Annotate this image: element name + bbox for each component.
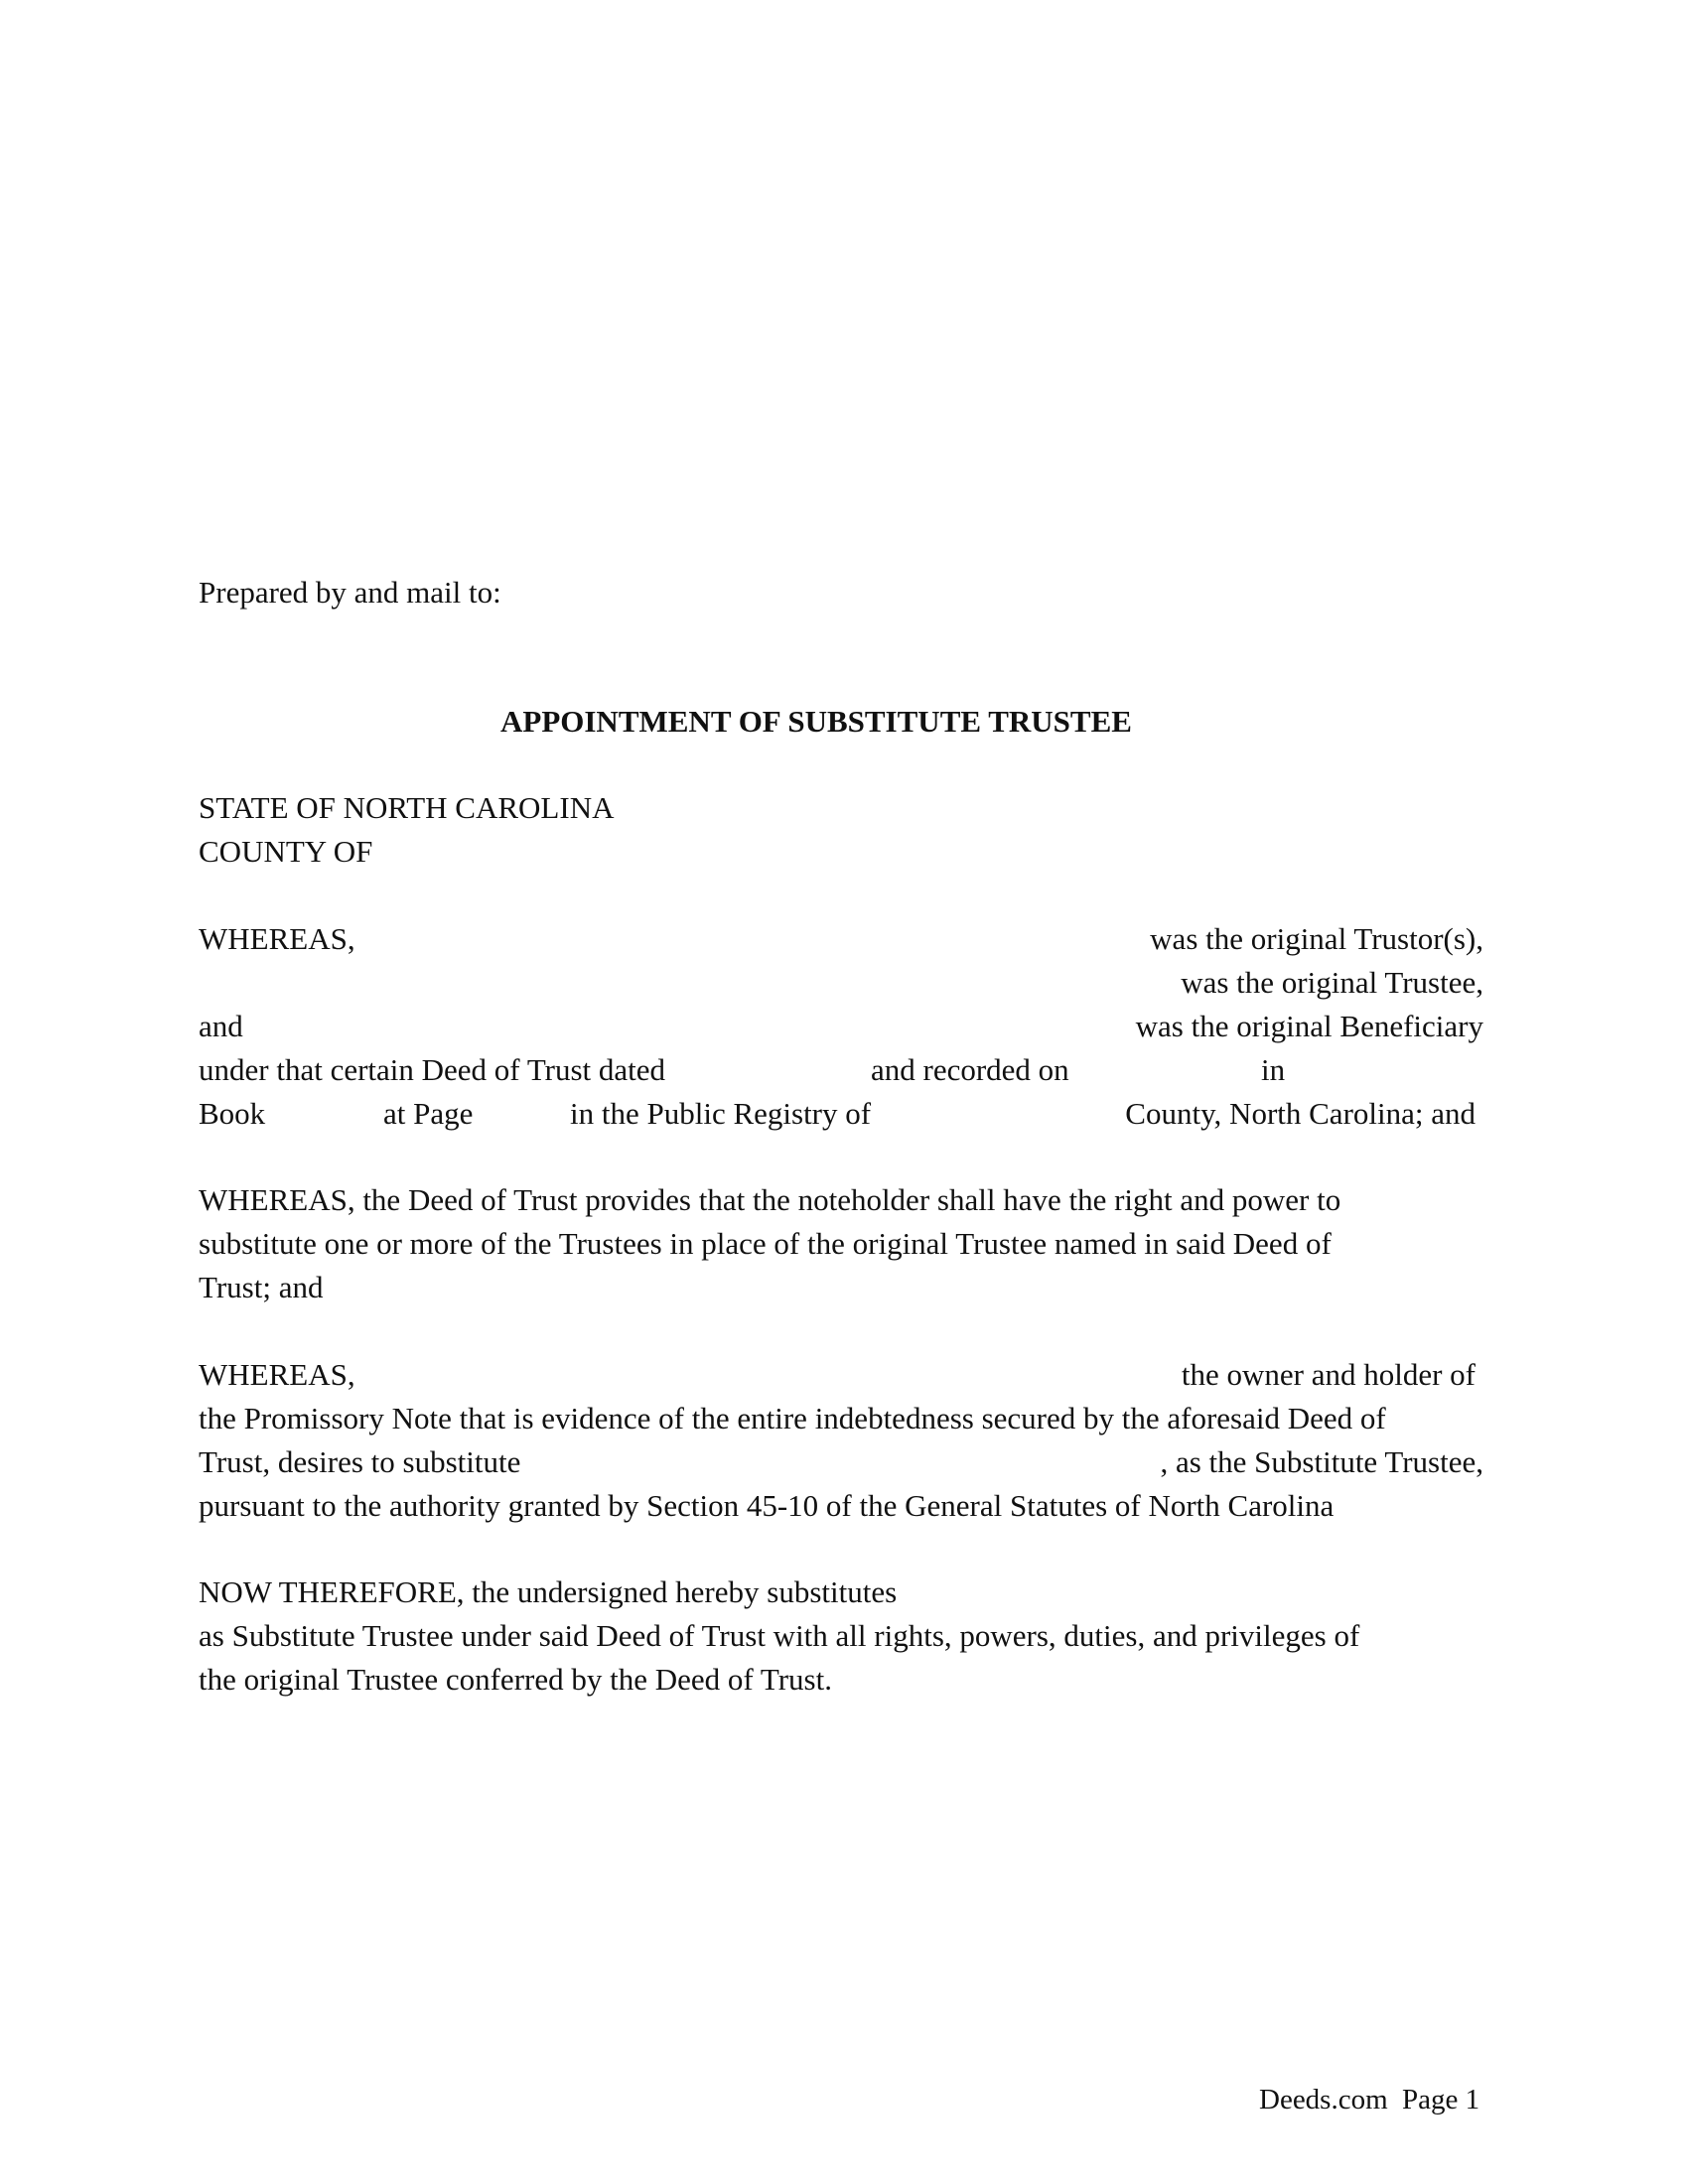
prepared-by-line: Prepared by and mail to: bbox=[199, 575, 501, 610]
footer-page-number: Page 1 bbox=[1402, 2084, 1480, 2116]
recorded-on-text: and recorded on bbox=[871, 1052, 1069, 1087]
as-substitute-text: , as the Substitute Trustee, bbox=[1160, 1444, 1483, 1479]
in-text: in bbox=[1261, 1052, 1286, 1087]
para2-line-3: Trust; and bbox=[199, 1270, 324, 1304]
and-label: and bbox=[199, 1009, 243, 1043]
county-nc-text: County, North Carolina; and bbox=[1125, 1096, 1476, 1131]
document-title: APPOINTMENT OF SUBSTITUTE TRUSTEE bbox=[500, 704, 1132, 739]
at-page-label: at Page bbox=[383, 1096, 474, 1131]
para4-line-2: as Substitute Trustee under said Deed of Trust with all rights, powers, duties, and privileges of bbox=[199, 1618, 1360, 1653]
para4-line-3: the original Trustee conferred by the Deed of Trust. bbox=[199, 1662, 832, 1697]
whereas-label: WHEREAS, bbox=[199, 921, 355, 956]
footer-brand: Deeds.com bbox=[1259, 2084, 1388, 2116]
deed-dated-text: under that certain Deed of Trust dated bbox=[199, 1052, 666, 1087]
trust-desires-text: Trust, desires to substitute bbox=[199, 1444, 521, 1479]
para3-line-2: the Promissory Note that is evidence of the entire indebtedness secured by the aforesaid Deed of bbox=[199, 1401, 1386, 1435]
trustor-text: was the original Trustor(s), bbox=[1150, 921, 1483, 956]
para2-line-1: WHEREAS, the Deed of Trust provides that the noteholder shall have the right and power to bbox=[199, 1182, 1341, 1217]
para4-line-1: NOW THEREFORE, the undersigned hereby substitutes bbox=[199, 1574, 898, 1609]
state-line: STATE OF NORTH CAROLINA bbox=[199, 790, 615, 825]
whereas-label: WHEREAS, bbox=[199, 1357, 355, 1392]
para2-line-2: substitute one or more of the Trustees in place of the original Trustee named in said Deed of bbox=[199, 1226, 1332, 1261]
para3-line-4: pursuant to the authority granted by Section 45-10 of the General Statutes of North Carolina bbox=[199, 1488, 1335, 1523]
county-line: COUNTY OF bbox=[199, 834, 373, 869]
owner-holder-text: the owner and holder of bbox=[1181, 1357, 1476, 1392]
beneficiary-text: was the original Beneficiary bbox=[1135, 1009, 1483, 1043]
book-label: Book bbox=[199, 1096, 266, 1131]
trustee-text: was the original Trustee, bbox=[1181, 965, 1483, 1000]
public-registry-text: in the Public Registry of bbox=[570, 1096, 872, 1131]
